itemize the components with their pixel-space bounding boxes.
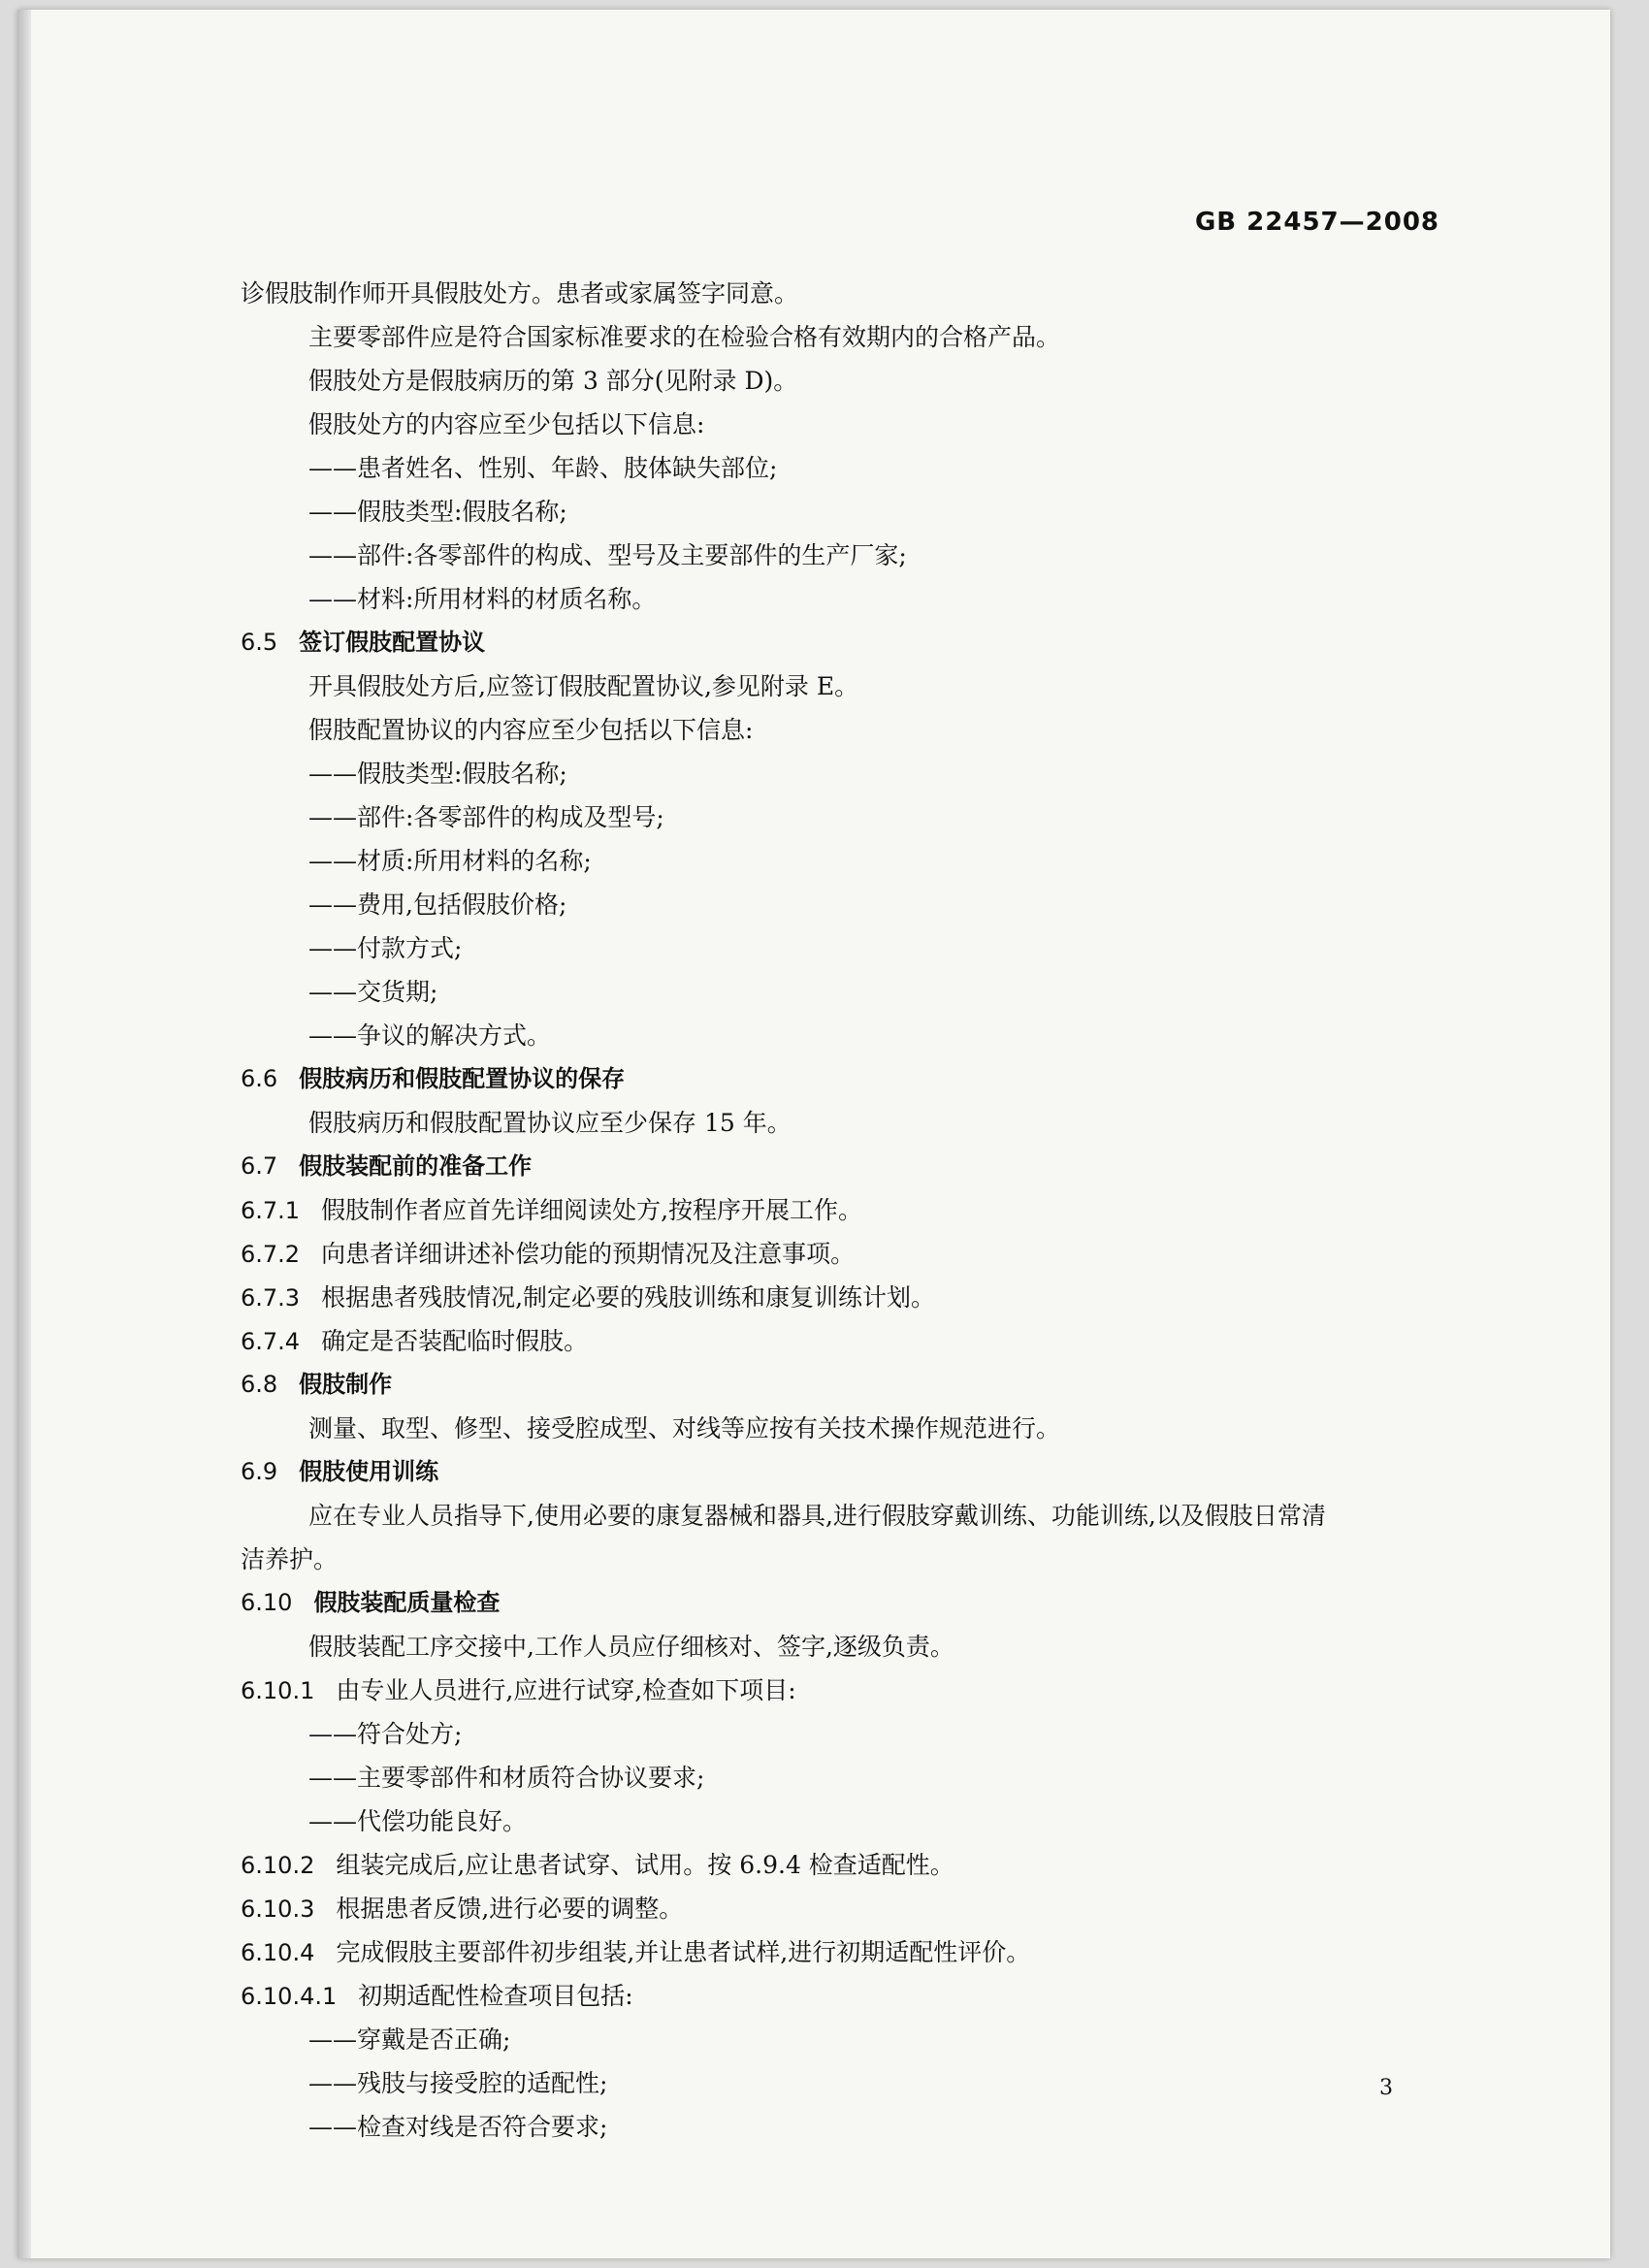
paragraph-line: 洁养护。 [241,1545,339,1573]
clause [241,1669,1502,1712]
clause [241,1319,1502,1363]
clause-number: 6.10.3 [241,1895,315,1923]
clause [241,1843,1502,1887]
section-heading [241,1363,1502,1407]
clause-number: 6.7.1 [241,1197,301,1224]
paragraph-line: 开具假肢处方后,应签订假肢配置协议,参见附录 E。 [308,672,859,700]
clause-text: 由专业人员进行,应进行试穿,检查如下项目: [336,1676,796,1704]
clause-text: 向患者详细讲述补偿功能的预期情况及注意事项。 [321,1240,856,1268]
clause-number: 6.10.2 [241,1852,315,1879]
paragraph-line: 应在专业人员指导下,使用必要的康复器械和器具,进行假肢穿戴训练、功能训练,以及假肢日常清 [308,1502,1326,1530]
list-item: ——主要零部件和材质符合协议要求; [308,1764,705,1792]
section-number: 6.5 [241,629,278,656]
clause [241,1188,1502,1232]
list-item: ——争议的解决方式。 [308,1021,552,1050]
clause [241,1232,1502,1276]
list-item: ——部件:各零部件的构成、型号及主要部件的生产厂家; [308,541,907,569]
clause-text: 组装完成后,应让患者试穿、试用。按 6.9.4 检查适配性。 [336,1851,954,1879]
section-title: 假肢装配质量检查 [313,1589,501,1616]
list-item: ——检查对线是否符合要求; [308,2113,608,2141]
clause-text: 完成假肢主要部件初步组装,并让患者试样,进行初期适配性评价。 [336,1938,1031,1966]
clause [241,1974,1502,2018]
list-item: ——费用,包括假肢价格; [308,891,567,919]
list-item: ——符合处方; [308,1720,463,1748]
clause-number: 6.10.4 [241,1939,315,1966]
clause-number: 6.7.2 [241,1241,301,1268]
page-left-edge [17,10,31,2258]
clause-text: 假肢制作者应首先详细阅读处方,按程序开展工作。 [321,1196,863,1224]
document-page [17,10,1610,2258]
section-title: 假肢制作 [299,1371,393,1398]
clause-number: 6.7.3 [241,1284,301,1312]
section-number: 6.8 [241,1371,278,1398]
section-number: 6.10 [241,1589,293,1616]
clause [241,1276,1502,1319]
paragraph-line: 假肢病历和假肢配置协议应至少保存 15 年。 [308,1109,792,1137]
section-number: 6.7 [241,1152,278,1180]
list-item: ——材质:所用材料的名称; [308,847,592,875]
paragraph-line: 假肢装配工序交接中,工作人员应仔细核对、签字,逐级负责。 [308,1633,954,1661]
list-item: ——部件:各零部件的构成及型号; [308,803,664,831]
paragraph-line: 假肢处方是假肢病历的第 3 部分(见附录 D)。 [308,367,798,395]
section-title: 假肢病历和假肢配置协议的保存 [299,1065,626,1092]
standard-code: GB 22457—2008 [1194,208,1439,237]
section-heading [241,1057,1502,1101]
list-item: ——穿戴是否正确; [308,2025,511,2054]
clause-number: 6.10.1 [241,1677,315,1704]
paragraph-line: 主要零部件应是符合国家标准要求的在检验合格有效期内的合格产品。 [308,323,1061,351]
section-heading [241,1450,1502,1494]
paragraph-line: 假肢配置协议的内容应至少包括以下信息: [308,716,754,744]
section-title: 假肢装配前的准备工作 [299,1152,533,1180]
clause-text: 根据患者残肢情况,制定必要的残肢训练和康复训练计划。 [321,1283,936,1312]
section-number: 6.6 [241,1065,278,1092]
page-content [241,272,1502,2149]
section-heading [241,1581,1502,1625]
list-item: ——交货期; [308,978,438,1006]
clause [241,1930,1502,1974]
paragraph-line: 诊假肢制作师开具假肢处方。患者或家属签字同意。 [241,279,799,308]
section-number: 6.9 [241,1458,278,1485]
list-item: ——付款方式; [308,934,463,962]
clause [241,1887,1502,1930]
section-heading [241,1145,1502,1188]
page-number: 3 [1379,2076,1393,2100]
clause-number: 6.10.4.1 [241,1983,338,2010]
clause-text: 初期适配性检查项目包括: [358,1982,633,2010]
list-item: ——患者姓名、性别、年龄、肢体缺失部位; [308,454,778,482]
paragraph-line: 测量、取型、修型、接受腔成型、对线等应按有关技术操作规范进行。 [308,1414,1061,1442]
paragraph-line: 假肢处方的内容应至少包括以下信息: [308,410,705,438]
list-item: ——材料:所用材料的材质名称。 [308,585,657,613]
section-title: 签订假肢配置协议 [299,629,486,656]
list-item: ——代偿功能良好。 [308,1807,528,1835]
section-title: 假肢使用训练 [299,1458,439,1485]
section-heading [241,621,1502,664]
clause-text: 根据患者反馈,进行必要的调整。 [336,1895,684,1923]
list-item: ——假肢类型:假肢名称; [308,760,567,788]
clause-text: 确定是否装配临时假肢。 [321,1327,589,1355]
clause-number: 6.7.4 [241,1328,301,1355]
list-item: ——假肢类型:假肢名称; [308,498,567,526]
list-item: ——残肢与接受腔的适配性; [308,2069,608,2097]
